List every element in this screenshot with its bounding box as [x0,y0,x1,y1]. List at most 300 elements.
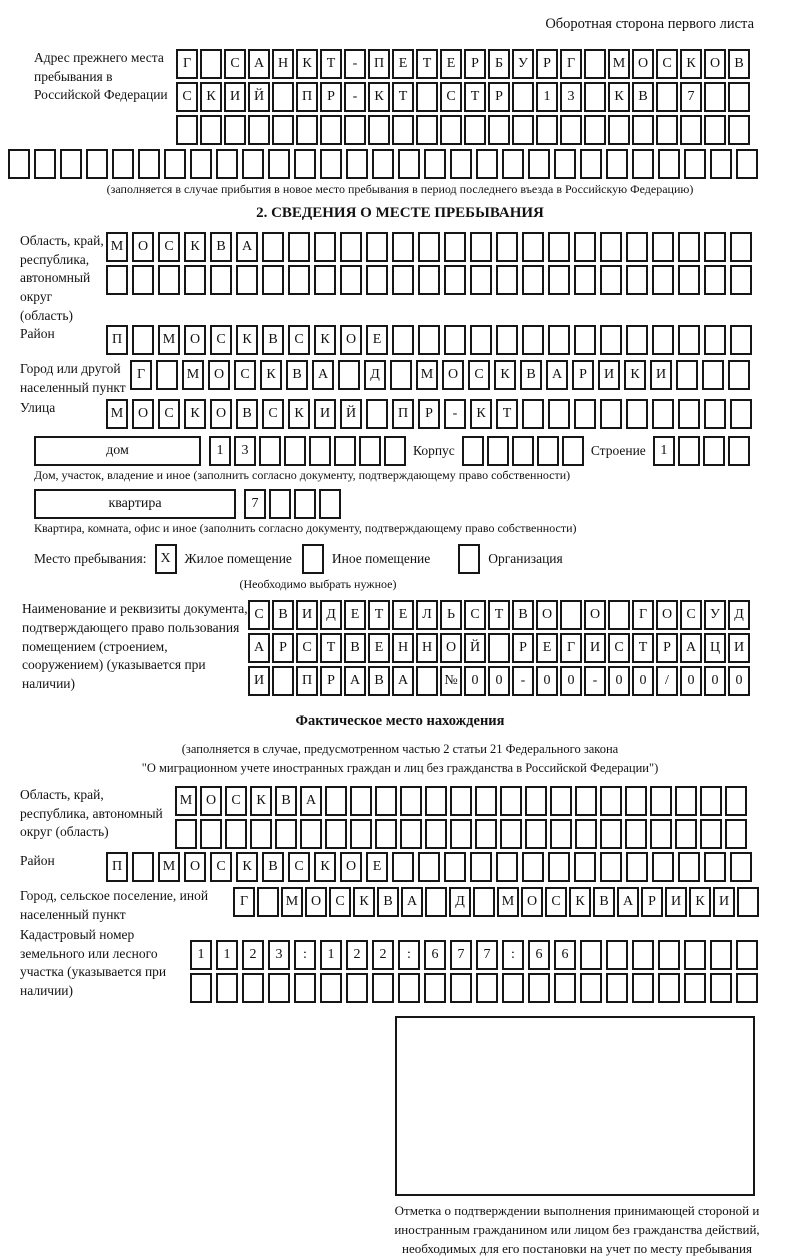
char-box[interactable] [314,265,336,295]
char-box[interactable] [392,852,414,882]
char-box[interactable] [536,115,558,145]
char-box[interactable]: У [704,600,726,630]
char-box[interactable]: К [250,786,272,816]
char-box[interactable] [359,436,381,466]
char-box[interactable] [224,115,246,145]
char-box[interactable] [200,819,222,849]
char-box[interactable]: С [225,786,247,816]
char-box[interactable] [632,973,654,1003]
char-box[interactable] [464,115,486,145]
char-box[interactable]: С [464,600,486,630]
char-box[interactable]: К [200,82,222,112]
char-box[interactable]: Т [320,633,342,663]
char-box[interactable] [418,232,440,262]
char-box[interactable]: С [440,82,462,112]
char-box[interactable]: Р [656,633,678,663]
char-box[interactable] [626,265,648,295]
char-box[interactable] [656,115,678,145]
char-box[interactable] [728,436,750,466]
char-box[interactable]: Ь [440,600,462,630]
char-box[interactable] [320,973,342,1003]
char-box[interactable] [554,973,576,1003]
char-box[interactable] [288,265,310,295]
char-box[interactable]: С [262,399,284,429]
char-box[interactable]: Й [248,82,270,112]
char-box[interactable]: А [312,360,334,390]
char-box[interactable]: : [398,940,420,970]
char-box[interactable]: К [236,852,258,882]
char-box[interactable] [730,265,752,295]
char-box[interactable]: Р [641,887,663,917]
char-box[interactable]: Г [632,600,654,630]
char-box[interactable] [269,489,291,519]
char-box[interactable] [132,265,154,295]
char-box[interactable] [704,325,726,355]
char-box[interactable] [325,786,347,816]
char-box[interactable]: 0 [536,666,558,696]
char-box[interactable]: М [416,360,438,390]
char-box[interactable] [525,819,547,849]
char-box[interactable]: О [132,399,154,429]
char-box[interactable]: И [665,887,687,917]
char-box[interactable]: М [182,360,204,390]
char-box[interactable] [658,940,680,970]
char-box[interactable]: 0 [680,666,702,696]
char-box[interactable] [416,115,438,145]
char-box[interactable]: В [286,360,308,390]
char-box[interactable]: С [288,325,310,355]
char-box[interactable]: М [106,399,128,429]
char-box[interactable] [736,973,758,1003]
char-box[interactable]: М [158,325,180,355]
char-box[interactable] [444,852,466,882]
char-box[interactable]: В [272,600,294,630]
char-box[interactable]: В [262,852,284,882]
char-box[interactable]: О [340,325,362,355]
char-box[interactable] [730,399,752,429]
char-box[interactable] [398,149,420,179]
char-box[interactable] [344,115,366,145]
char-box[interactable]: О [704,49,726,79]
char-box[interactable]: 2 [346,940,368,970]
char-box[interactable] [372,973,394,1003]
char-box[interactable] [338,360,360,390]
char-box[interactable]: В [368,666,390,696]
char-box[interactable]: Т [488,600,510,630]
char-box[interactable] [248,115,270,145]
char-box[interactable]: К [184,232,206,262]
char-box[interactable] [164,149,186,179]
char-box[interactable] [156,360,178,390]
char-box[interactable] [574,852,596,882]
char-box[interactable]: В [275,786,297,816]
char-box[interactable]: В [377,887,399,917]
char-box[interactable] [416,82,438,112]
char-box[interactable]: В [512,600,534,630]
char-box[interactable] [418,265,440,295]
char-box[interactable]: С [329,887,351,917]
char-box[interactable]: В [593,887,615,917]
char-box[interactable]: О [632,49,654,79]
char-box[interactable] [678,265,700,295]
char-box[interactable]: 1 [653,436,675,466]
char-box[interactable] [400,819,422,849]
char-box[interactable]: : [294,940,316,970]
char-box[interactable] [424,973,446,1003]
char-box[interactable] [600,265,622,295]
char-box[interactable]: 7 [450,940,472,970]
char-box[interactable] [652,325,674,355]
char-box[interactable] [700,819,722,849]
char-box[interactable]: Н [272,49,294,79]
char-box[interactable] [275,819,297,849]
char-box[interactable]: : [502,940,524,970]
char-box[interactable] [284,436,306,466]
char-box[interactable]: Е [392,49,414,79]
char-box[interactable]: О [656,600,678,630]
char-box[interactable] [676,360,698,390]
char-box[interactable]: А [300,786,322,816]
char-box[interactable] [319,489,341,519]
char-box[interactable] [522,852,544,882]
char-box[interactable]: Г [560,633,582,663]
char-box[interactable]: Е [392,600,414,630]
char-box[interactable] [320,149,342,179]
char-box[interactable]: С [210,852,232,882]
char-box[interactable]: О [200,786,222,816]
char-box[interactable] [574,325,596,355]
char-box[interactable] [730,232,752,262]
char-box[interactable] [138,149,160,179]
char-box[interactable] [575,819,597,849]
char-box[interactable] [522,265,544,295]
char-box[interactable]: П [392,399,414,429]
char-box[interactable] [684,973,706,1003]
char-box[interactable]: В [344,633,366,663]
char-box[interactable] [334,436,356,466]
char-box[interactable]: К [314,325,336,355]
char-box[interactable]: И [314,399,336,429]
char-box[interactable]: Е [366,325,388,355]
char-box[interactable] [562,436,584,466]
char-box[interactable]: 0 [608,666,630,696]
char-box[interactable] [652,852,674,882]
char-box[interactable] [366,399,388,429]
char-box[interactable] [650,819,672,849]
char-box[interactable] [625,819,647,849]
char-box[interactable] [728,82,750,112]
char-box[interactable] [250,819,272,849]
char-box[interactable] [225,819,247,849]
char-box[interactable]: М [608,49,630,79]
char-box[interactable] [650,786,672,816]
char-box[interactable]: Р [272,633,294,663]
char-box[interactable] [584,115,606,145]
char-box[interactable] [600,399,622,429]
char-box[interactable]: С [680,600,702,630]
char-box[interactable]: Г [233,887,255,917]
char-box[interactable] [704,265,726,295]
char-box[interactable]: - [344,49,366,79]
char-box[interactable]: А [401,887,423,917]
char-box[interactable] [314,232,336,262]
char-box[interactable] [560,600,582,630]
char-box[interactable] [346,973,368,1003]
char-box[interactable] [300,819,322,849]
char-box[interactable]: И [713,887,735,917]
char-box[interactable] [34,149,56,179]
char-box[interactable]: П [368,49,390,79]
char-box[interactable]: О [584,600,606,630]
char-box[interactable]: С [468,360,490,390]
char-box[interactable] [652,265,674,295]
char-box[interactable]: А [617,887,639,917]
char-box[interactable] [444,325,466,355]
char-box[interactable] [554,149,576,179]
char-box[interactable]: 7 [476,940,498,970]
char-box[interactable]: Р [536,49,558,79]
char-box[interactable] [584,82,606,112]
char-box[interactable] [216,149,238,179]
char-box[interactable]: 7 [244,489,266,519]
char-box[interactable]: М [175,786,197,816]
char-box[interactable] [522,325,544,355]
char-box[interactable] [600,786,622,816]
char-box[interactable]: Н [416,633,438,663]
char-box[interactable] [704,82,726,112]
char-box[interactable] [340,265,362,295]
char-box[interactable] [132,325,154,355]
char-box[interactable]: К [296,49,318,79]
char-box[interactable] [528,149,550,179]
char-box[interactable]: 0 [560,666,582,696]
char-box[interactable]: К [368,82,390,112]
char-box[interactable]: 1 [320,940,342,970]
char-box[interactable] [112,149,134,179]
char-box[interactable] [500,819,522,849]
char-box[interactable] [132,852,154,882]
char-box[interactable] [392,325,414,355]
char-box[interactable] [684,940,706,970]
char-box[interactable] [176,115,198,145]
char-box[interactable]: А [248,49,270,79]
char-box[interactable] [704,115,726,145]
char-box[interactable] [580,149,602,179]
char-box[interactable] [450,149,472,179]
char-box[interactable]: В [262,325,284,355]
char-box[interactable] [184,265,206,295]
char-box[interactable] [600,819,622,849]
char-box[interactable] [190,149,212,179]
char-box[interactable] [500,786,522,816]
char-box[interactable] [425,887,447,917]
char-box[interactable] [626,399,648,429]
char-box[interactable]: - [584,666,606,696]
char-box[interactable] [346,149,368,179]
char-box[interactable]: К [680,49,702,79]
char-box[interactable] [710,149,732,179]
char-box[interactable]: Т [416,49,438,79]
char-box[interactable] [606,973,628,1003]
char-box[interactable]: С [288,852,310,882]
char-box[interactable] [272,82,294,112]
char-box[interactable]: Р [488,82,510,112]
char-box[interactable] [398,973,420,1003]
char-box[interactable]: К [608,82,630,112]
char-box[interactable] [450,786,472,816]
char-box[interactable]: О [440,633,462,663]
char-box[interactable] [608,600,630,630]
char-box[interactable] [550,819,572,849]
char-box[interactable]: О [210,399,232,429]
char-box[interactable]: В [236,399,258,429]
char-box[interactable]: 0 [704,666,726,696]
char-box[interactable] [703,436,725,466]
char-box[interactable]: Т [496,399,518,429]
char-box[interactable] [86,149,108,179]
char-box[interactable] [294,149,316,179]
char-box[interactable]: К [689,887,711,917]
char-box[interactable] [606,149,628,179]
char-box[interactable] [294,973,316,1003]
char-box[interactable] [392,115,414,145]
char-box[interactable]: 0 [728,666,750,696]
char-box[interactable] [522,232,544,262]
char-box[interactable]: А [680,633,702,663]
house-type-field[interactable]: дом [34,436,201,466]
char-box[interactable] [375,819,397,849]
char-box[interactable]: № [440,666,462,696]
char-box[interactable]: Р [320,82,342,112]
char-box[interactable]: С [656,49,678,79]
char-box[interactable] [625,786,647,816]
char-box[interactable]: О [184,325,206,355]
char-box[interactable] [632,940,654,970]
char-box[interactable] [704,232,726,262]
char-box[interactable]: Т [392,82,414,112]
char-box[interactable] [525,786,547,816]
char-box[interactable]: Р [464,49,486,79]
char-box[interactable] [476,149,498,179]
char-box[interactable] [496,265,518,295]
char-box[interactable]: Г [560,49,582,79]
char-box[interactable] [462,436,484,466]
char-box[interactable] [200,115,222,145]
char-box[interactable] [652,399,674,429]
char-box[interactable] [548,852,570,882]
char-box[interactable]: К [184,399,206,429]
char-box[interactable]: Д [728,600,750,630]
char-box[interactable]: Д [364,360,386,390]
char-box[interactable] [626,852,648,882]
char-box[interactable] [487,436,509,466]
char-box[interactable]: Л [416,600,438,630]
char-box[interactable]: К [470,399,492,429]
char-box[interactable] [444,232,466,262]
stay-type-checkbox-residential[interactable]: X [155,544,177,574]
char-box[interactable] [262,232,284,262]
char-box[interactable] [608,115,630,145]
char-box[interactable]: В [632,82,654,112]
char-box[interactable] [537,436,559,466]
char-box[interactable] [600,325,622,355]
char-box[interactable]: С [248,600,270,630]
char-box[interactable]: Р [512,633,534,663]
char-box[interactable]: 2 [242,940,264,970]
char-box[interactable]: С [158,232,180,262]
char-box[interactable]: И [224,82,246,112]
char-box[interactable] [548,399,570,429]
char-box[interactable]: И [248,666,270,696]
char-box[interactable]: Г [130,360,152,390]
char-box[interactable]: К [494,360,516,390]
char-box[interactable]: / [656,666,678,696]
char-box[interactable]: М [281,887,303,917]
char-box[interactable] [476,973,498,1003]
char-box[interactable]: 3 [560,82,582,112]
char-box[interactable] [60,149,82,179]
char-box[interactable]: Т [368,600,390,630]
char-box[interactable] [424,149,446,179]
char-box[interactable]: П [106,852,128,882]
char-box[interactable]: П [296,666,318,696]
char-box[interactable] [425,819,447,849]
char-box[interactable] [702,360,724,390]
char-box[interactable] [262,265,284,295]
char-box[interactable] [418,852,440,882]
char-box[interactable]: А [236,232,258,262]
char-box[interactable] [392,232,414,262]
char-box[interactable]: С [296,633,318,663]
char-box[interactable] [684,149,706,179]
char-box[interactable] [475,786,497,816]
char-box[interactable]: 1 [536,82,558,112]
char-box[interactable] [470,265,492,295]
char-box[interactable] [548,232,570,262]
char-box[interactable] [550,786,572,816]
char-box[interactable]: 1 [209,436,231,466]
char-box[interactable] [737,887,759,917]
char-box[interactable] [392,265,414,295]
char-box[interactable] [728,115,750,145]
char-box[interactable]: Т [632,633,654,663]
char-box[interactable] [626,232,648,262]
char-box[interactable]: М [106,232,128,262]
char-box[interactable] [632,115,654,145]
char-box[interactable] [366,265,388,295]
char-box[interactable] [309,436,331,466]
char-box[interactable] [470,852,492,882]
char-box[interactable]: И [296,600,318,630]
char-box[interactable]: Т [464,82,486,112]
char-box[interactable] [473,887,495,917]
char-box[interactable] [296,115,318,145]
char-box[interactable] [496,325,518,355]
char-box[interactable] [216,973,238,1003]
char-box[interactable]: И [728,633,750,663]
char-box[interactable]: В [728,49,750,79]
char-box[interactable]: 2 [372,940,394,970]
char-box[interactable] [294,489,316,519]
char-box[interactable]: - [344,82,366,112]
char-box[interactable]: М [158,852,180,882]
char-box[interactable] [259,436,281,466]
char-box[interactable] [675,786,697,816]
char-box[interactable] [710,973,732,1003]
char-box[interactable] [584,49,606,79]
char-box[interactable]: Р [418,399,440,429]
char-box[interactable] [652,232,674,262]
